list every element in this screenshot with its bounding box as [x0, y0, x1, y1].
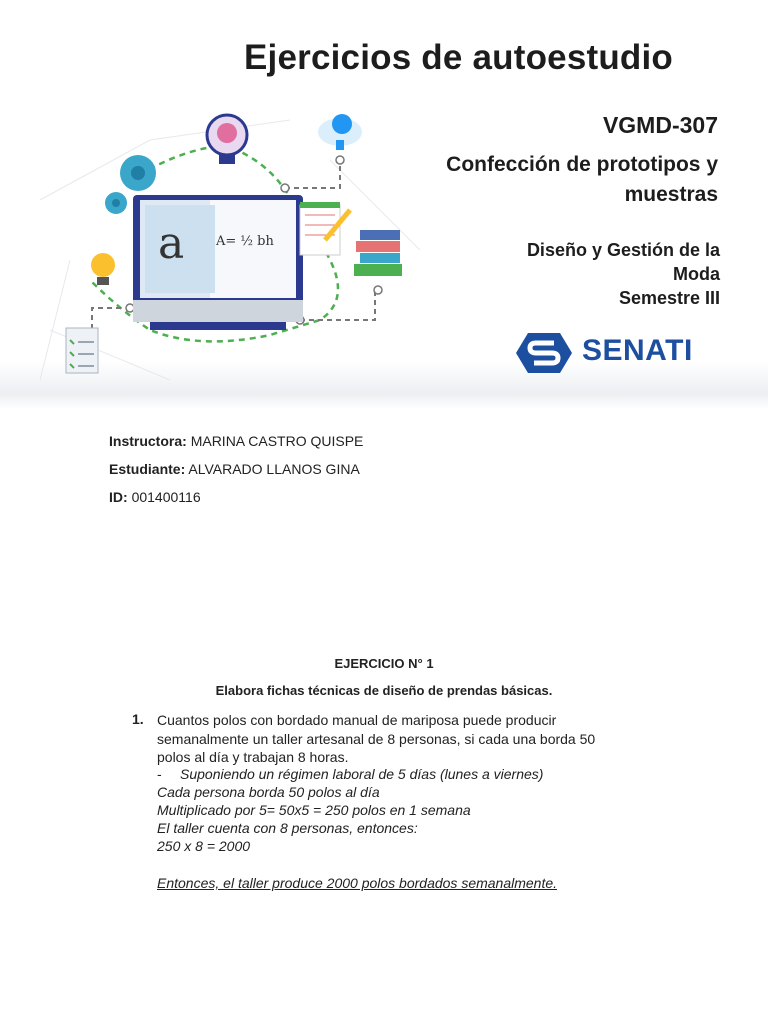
logo-text: SENATI: [582, 334, 693, 367]
program-info: [420, 238, 720, 310]
answer-line: 250 x 8 = 2000: [157, 838, 251, 854]
bullet-dash: -: [157, 766, 162, 782]
course-name: [398, 150, 718, 210]
student-label: Estudiante:: [109, 461, 186, 477]
exercise-title: EJERCICIO N° 1: [334, 656, 434, 671]
page-title: Ejercicios de autoestudio: [244, 38, 673, 77]
student-value: ALVARADO LLANOS GINA: [188, 461, 360, 477]
student-row: [109, 461, 360, 477]
course-name-line: muestras: [624, 183, 718, 206]
program-line: Semestre III: [618, 288, 720, 308]
svg-text:a: a: [158, 218, 185, 269]
conclusion-text: Entonces, el taller produce 2000 polos bordados semanalmente.: [157, 875, 558, 891]
instructor-value: MARINA CASTRO QUISPE: [190, 433, 364, 449]
instructor-label: Instructora:: [109, 433, 187, 449]
question-line: polos al día y trabajan 8 horas.: [157, 749, 349, 765]
svg-text:A= ½ bh: A= ½ bh: [216, 234, 274, 249]
id-label: ID:: [109, 489, 128, 505]
id-value: 001400116: [131, 489, 201, 505]
course-name-line: Confección de prototipos y: [446, 153, 718, 176]
question-line: Cuantos polos con bordado manual de mariposa puede producir: [157, 712, 557, 728]
assumption-text: Suponiendo un régimen laboral de 5 días (lunes a viernes): [180, 766, 544, 782]
question-number: 1.: [132, 711, 144, 727]
education-illustration: [30, 100, 430, 400]
question-text: [157, 711, 657, 767]
answer-line: Cada persona borda 50 polos al día: [157, 784, 380, 800]
exercise-subtitle: Elabora fichas técnicas de diseño de prendas básicas.: [215, 683, 553, 698]
answer-line: Multiplicado por 5= 50x5 = 250 polos en 1 semana: [157, 802, 471, 818]
senati-logo: [514, 331, 704, 375]
program-line: Moda: [673, 264, 720, 284]
id-row: [109, 489, 201, 505]
question-line: semanalmente un taller artesanal de 8 personas, si cada una borda 50: [157, 730, 596, 747]
instructor-row: [109, 433, 363, 449]
course-code: VGMD-307: [602, 112, 718, 138]
program-line: Diseño y Gestión de la: [526, 240, 720, 260]
senati-logo-icon: [514, 331, 574, 375]
answer-line: El taller cuenta con 8 personas, entonces:: [157, 820, 418, 836]
